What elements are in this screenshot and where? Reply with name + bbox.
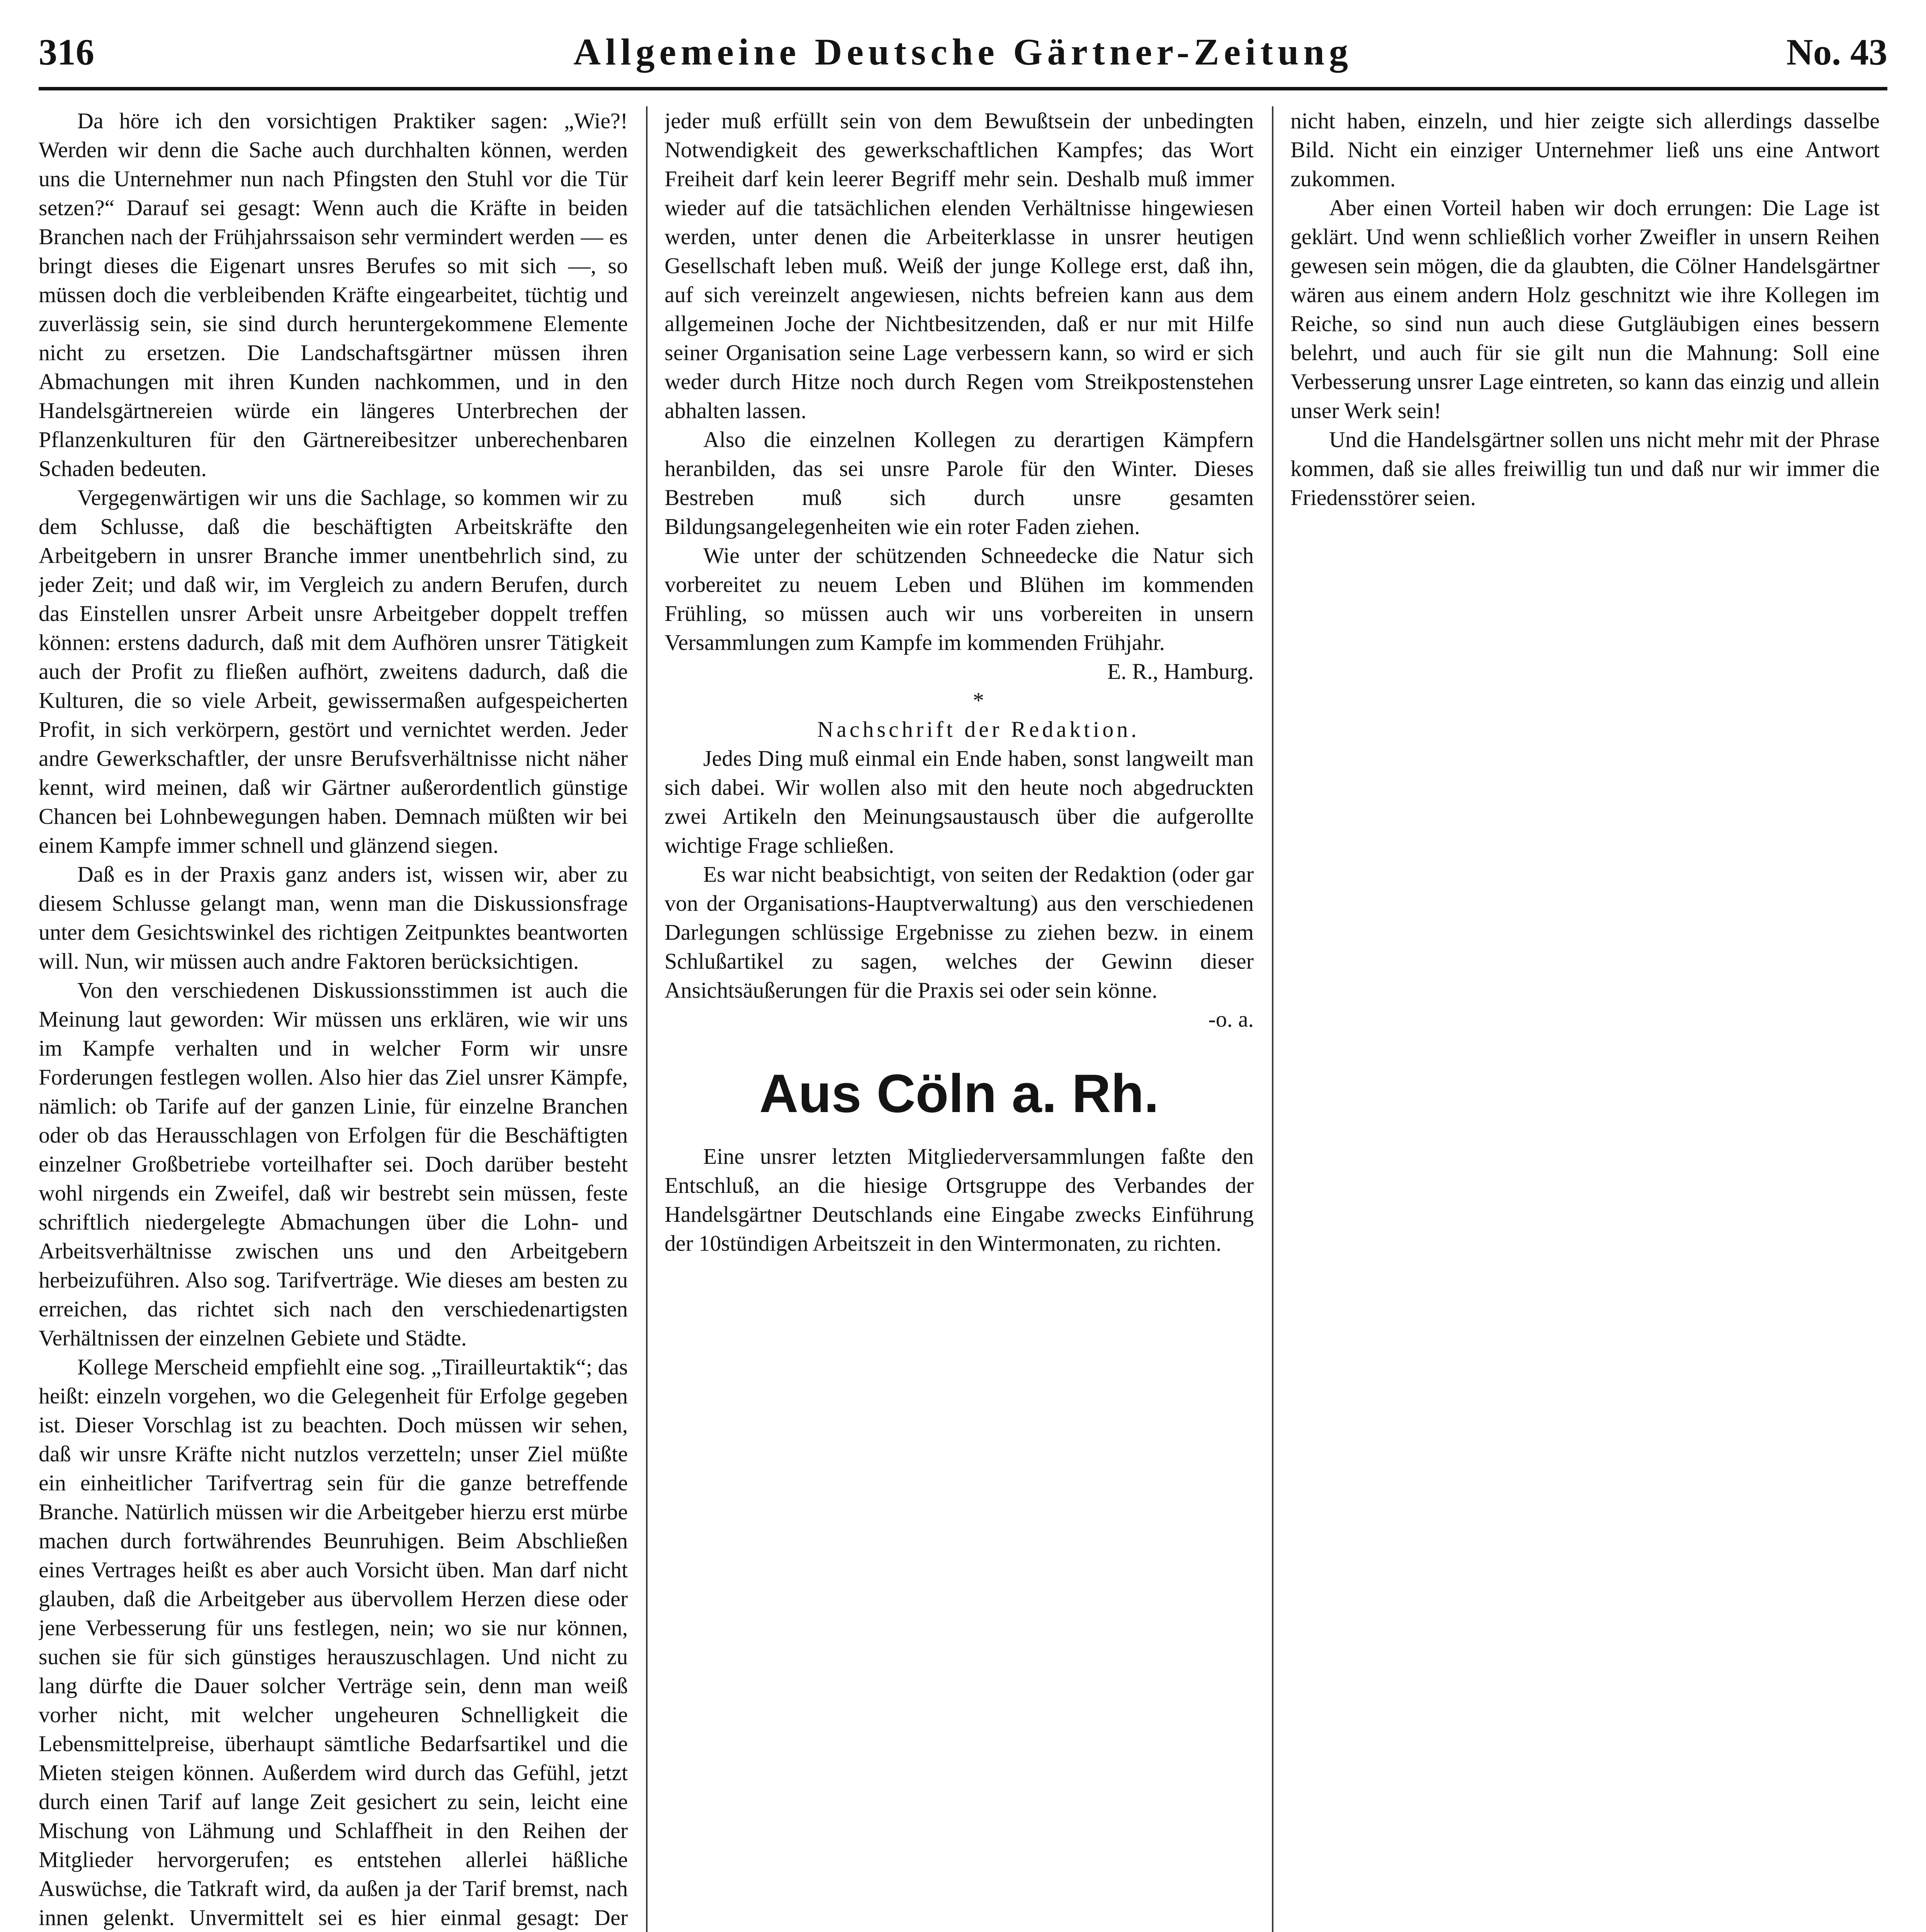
running-head <box>39 27 1887 77</box>
paragraph: Also die einzelnen Kollegen zu derartigen Kämpfern heranbilden, das sei unsre Parole für den Winter. Dieses Bestreben muß sich durch unsre gesamten Bildungsangelegenheiten wie ein roter Faden ziehen. <box>665 427 1254 539</box>
paragraph: nicht haben, einzeln, und hier zeigte sich allerdings dasselbe Bild. Nicht ein einziger Unternehmer ließ uns eine Antwort zukommen. <box>1290 108 1880 191</box>
editorial-note-heading: Nachschrift der Redaktion. <box>817 717 1140 742</box>
paragraph: Von den verschiedenen Diskussionsstimmen ist auch die Meinung laut geworden: Wir müssen uns erklären, wie wir uns im Kampfe verhalten und in welcher Form wir unsre Forderungen festlegen wollen. Also hier das Ziel unsrer Kämpfe, nämlich: ob Tarife auf der ganzen Linie, für einzelne Branchen oder ob das Herausschlagen von Erfolgen für die Beschäftigten einzelner Großbetriebe vorteilhafter sei. Doch darüber besteht wohl nirgends ein Zweifel, daß wir bestrebt sein müssen, feste schriftlich niedergelegte Abmachungen über die Lohn- und Arbeitsverhältnisse zwischen uns und den Arbeitgebern herbeizuführen. Also sog. Tarifverträge. Wie dieses am besten zu erreichen, das richtet sich nach den verschiedenartigsten Verhältnissen der einzelnen Gebiete und Städte. <box>39 978 628 1350</box>
author-signature: E. R., Hamburg. <box>1107 659 1254 684</box>
paragraph: Aber einen Vorteil haben wir doch errungen: Die Lage ist geklärt. Und wenn schließlich vorher Zweifler in unsern Reihen gewesen sein mögen, die da glaubten, die Cölner Handelsgärtner wären aus einem andern Holz geschnitzt wie ihre Kollegen im Reiche, so sind nun auch diese Gutgläubigen eines bessern belehrt, und auch für sie gilt nun die Mahnung: Soll eine Verbesserung unsrer Lage eintreten, so kann das einzig und allein unser Werk sein! <box>1290 195 1880 423</box>
paragraph: Da höre ich den vorsichtigen Praktiker sagen: „Wie?! Werden wir denn die Sache auch durchhalten können, werden uns die Unternehmer nun nach Pfingsten den Stuhl vor die Tür setzen?“ Darauf sei gesagt: Wenn auch die Kräfte in beiden Branchen nach der Frühjahrssaison sehr vermindert werden — es bringt dieses die Eigenart unsres Berufes so mit sich —, so müssen doch die verbleibenden Kräfte eingearbeitet, tüchtig und zuverlässig sein, sie sind durch heruntergekommene Elemente nicht zu ersetzen. Die Landschaftsgärtner müssen ihren Abmachungen mit ihren Kunden nachkommen, und in den Handelsgärtnereien würde ein längeres Unterbrechen der Pflanzenkulturen für den Gärtnereibesitzer unberechenbaren Schaden bedeuten. <box>39 108 628 481</box>
column-3 <box>1290 106 1880 1932</box>
page-number: 316 <box>39 31 94 73</box>
separator-asterisk: * <box>973 688 984 713</box>
column-2 <box>665 106 1254 1932</box>
paragraph: jeder muß erfüllt sein von dem Bewußtsein der unbedingten Notwendigkeit des gewerkschaftlichen Kampfes; das Wort Freiheit darf kein leerer Begriff mehr sein. Deshalb muß immer wieder auf die tatsächlichen elenden Verhältnisse hingewiesen werden, unter denen die Arbeiterklasse in unsrer heutigen Gesellschaft leben muß. Weiß der junge Kollege erst, daß ihn, auf sich vereinzelt angewiesen, nichts befreien kann aus dem allgemeinen Joche der Nichtbesitzenden, daß er nur mit Hilfe seiner Organisation seine Lage verbessern kann, so wird er sich weder durch Hitze noch durch Regen vom Streikpostenstehen abhalten lassen. <box>665 108 1254 423</box>
section-heading: Aus Cöln a. Rh. <box>759 1063 1159 1124</box>
issue-number: No. 43 <box>1786 31 1887 73</box>
column-1 <box>39 106 628 1932</box>
paragraph: Vergegenwärtigen wir uns die Sachlage, so kommen wir zu dem Schlusse, daß die beschäftigten Arbeitskräfte den Arbeitgebern in unsrer Branche immer unentbehrlich sind, zu jeder Zeit; und daß wir, im Vergleich zu andern Berufen, durch das Einstellen unsrer Arbeit unsre Arbeitgeber doppelt treffen können: erstens dadurch, daß mit dem Aufhören unsrer Tätigkeit auch der Profit zu fließen aufhört, zweitens dadurch, daß die Kulturen, die so viele Arbeit, gewissermaßen aufgespeicherten Profit, in sich verkörpern, gestört und vernichtet werden. Jeder andre Gewerkschaftler, der unsre Berufsverhältnisse nicht näher kennt, wird meinen, daß wir Gärtner außerordentlich günstige Chancen bei Lohnbewegungen haben. Demnach müßten wir bei einem Kampfe immer schnell und glänzend siegen. <box>39 485 628 858</box>
column-divider-2 <box>1272 106 1273 1932</box>
paragraph: Kollege Merscheid empfiehlt eine sog. „Tirailleurtaktik“; das heißt: einzeln vorgehen, wo die Gelegenheit für Erfolge gegeben ist. Dieser Vorschlag ist zu beachten. Doch müssen wir sehen, daß wir unsre Kräfte nicht nutzlos verzetteln; unser Ziel müßte ein einheitlicher Tarifvertrag sein für die ganze betreffende Branche. Natürlich müssen wir die Arbeitgeber hierzu erst mürbe machen durch fortwährendes Beunruhigen. Beim Abschließen eines Vertrages heißt es aber auch Vorsicht üben. Man darf nicht glauben, daß die Arbeitgeber aus übervollem Herzen diese oder jene Verbesserung für uns festlegen, nein; wo sie nur können, suchen sie für sich günstiges herauszuschlagen. Und nicht zu lang dürfte die Dauer solcher Verträge sein, denn man weiß vorher nicht, mit welcher ungeheuren Schnelligkeit die Lebensmittelpreise, überhaupt sämtliche Bedarfsartikel und die Mieten steigen können. Außerdem wird durch das Gefühl, jetzt durch einen Tarif auf lange Zeit gesichert zu sein, leicht eine Mischung von Lähmung und Schlaffheit in den Reihen der Mitglieder hervorgerufen; es entstehen allerlei häßliche Auswüchse, die Tatkraft wird, da außen ja der Tarif bremst, nach innen gelenkt. Unvermittelt sei es hier einmal gesagt: Der <box>39 1354 628 1930</box>
header-rule <box>39 87 1887 90</box>
paragraph: Es war nicht beabsichtigt, von seiten der Redaktion (oder gar von der Organisations-Hauptverwaltung) aus den verschiedenen Darlegungen schlüssige Ergebnisse zu ziehen bezw. in einem Schlußartikel zu sagen, welches der Gewinn dieser Ansichtsäußerungen für die Praxis sei oder sein könne. <box>665 862 1254 1003</box>
editor-signature: -o. a. <box>1208 1007 1254 1032</box>
paragraph: Wie unter der schützenden Schneedecke die Natur sich vorbereitet zu neuem Leben und Blühen im kommenden Frühling, so müssen auch wir uns vorbereiten in unsern Versammlungen zum Kampfe im kommenden Frühjahr. <box>665 543 1254 655</box>
paragraph: Jedes Ding muß einmal ein Ende haben, sonst langweilt man sich dabei. Wir wollen also mit den heute noch abgedruckten zwei Artikeln den Meinungsaustausch über die aufgerollte wichtige Frage schließen. <box>665 746 1254 858</box>
column-divider-1 <box>646 106 648 1932</box>
paragraph: Und die Handelsgärtner sollen uns nicht mehr mit der Phrase kommen, daß sie alles freiwillig tun und daß nur wir immer die Friedensstörer seien. <box>1290 427 1880 510</box>
paragraph: Eine unsrer letzten Mitgliederversammlungen faßte den Entschluß, an die hiesige Ortsgruppe des Verbandes der Handelsgärtner Deutschlands eine Eingabe zwecks Einführung der 10stündigen Arbeitszeit in den Wintermonaten, zu richten. <box>665 1144 1254 1256</box>
paragraph: Daß es in der Praxis ganz anders ist, wissen wir, aber zu diesem Schlusse gelangt man, wenn man die Diskussionsfrage unter dem Gesichtswinkel des richtigen Zeitpunktes beantworten will. Nun, wir müssen auch andre Faktoren berücksichtigen. <box>39 862 628 974</box>
journal-title: Allgemeine Deutsche Gärtner-Zeitung <box>573 31 1353 73</box>
